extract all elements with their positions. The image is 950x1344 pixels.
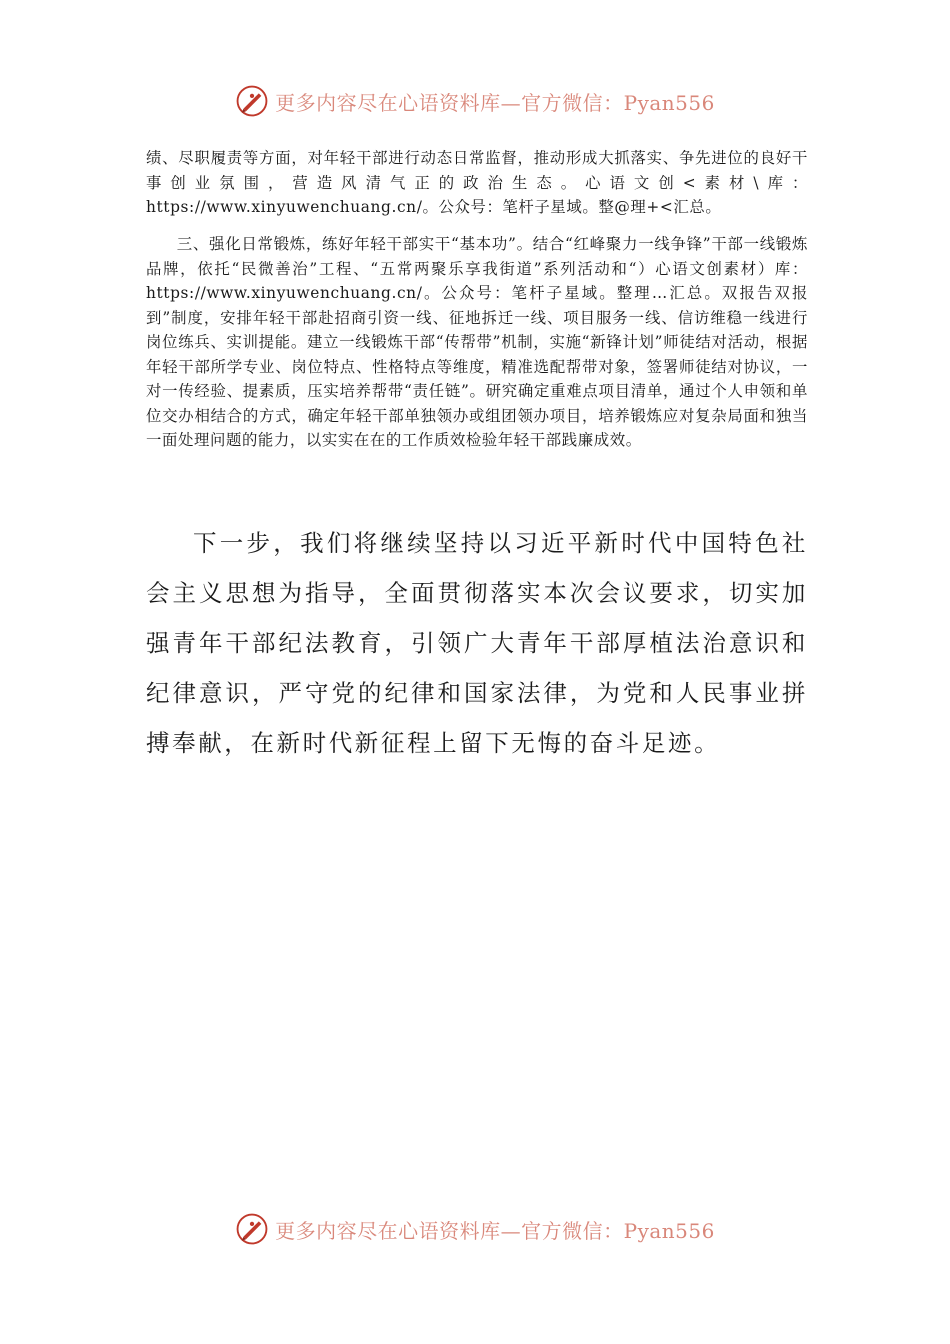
body-paragraph-3: 下一步，我们将继续坚持以习近平新时代中国特色社会主义思想为指导，全面贯彻落实本次会议要求，切实加强青年干部纪法教育，引领广大青年干部厚植法治意识和纪律意识，严守党的纪律和国家法律，为党和人民事业拼搏奉献，在新时代新征程上留下无悔的奋斗足迹。 xyxy=(146,529,808,757)
body-paragraph-1: 绩、尽职履责等方面，对年轻干部进行动态日常监督，推动形成大抓落实、争先进位的良好干事创业氛围，营造风清气正的政治生态。心语文创<素材\库：https://www.xinyuwenchuang.cn/。公众号：笔杆子星域。整@理+<汇总。 xyxy=(146,149,808,216)
body-paragraph-2: 三、强化日常锻炼，练好年轻干部实干“基本功”。结合“红峰聚力一线争锋”干部一线锻炼品牌，依托“民微善治”工程、“五常两聚乐享我街道”系列活动和“）心语文创素材）库：https://www.xinyuwenchuang.cn/。公众号：笔杆子星域。整理…汇总。双报告双报到”制度，安排年轻干部赴招商引资一线、征地拆迁一线、项目服务一线、信访维稳一线进行岗位练兵、实训提能。建立一线锻炼干部“传帮带”机制，实施“新锋计划”师徒结对活动，根据年轻干部所学专业、岗位特点、性格特点等维度，精准选配帮带对象，签署师徒结对协议，一对一传经验、提素质，压实培养帮带“责任链”。研究确定重难点项目清单，通过个人申领和单位交办相结合的方式，确定年轻干部单独领办或组团领办项目，培养锻炼应对复杂局面和独当一面处理问题的能力，以实实在在的工作质效检验年轻干部践廉成效。 xyxy=(146,235,808,449)
footer-banner xyxy=(0,1212,950,1246)
pen-logo-icon xyxy=(235,84,269,118)
header-banner-text: 更多内容尽在心语资料库—官方微信：Pyan556 xyxy=(275,90,715,115)
header-banner xyxy=(0,84,950,118)
pen-logo-icon xyxy=(235,1212,269,1246)
footer-banner-text: 更多内容尽在心语资料库—官方微信：Pyan556 xyxy=(275,1218,715,1243)
